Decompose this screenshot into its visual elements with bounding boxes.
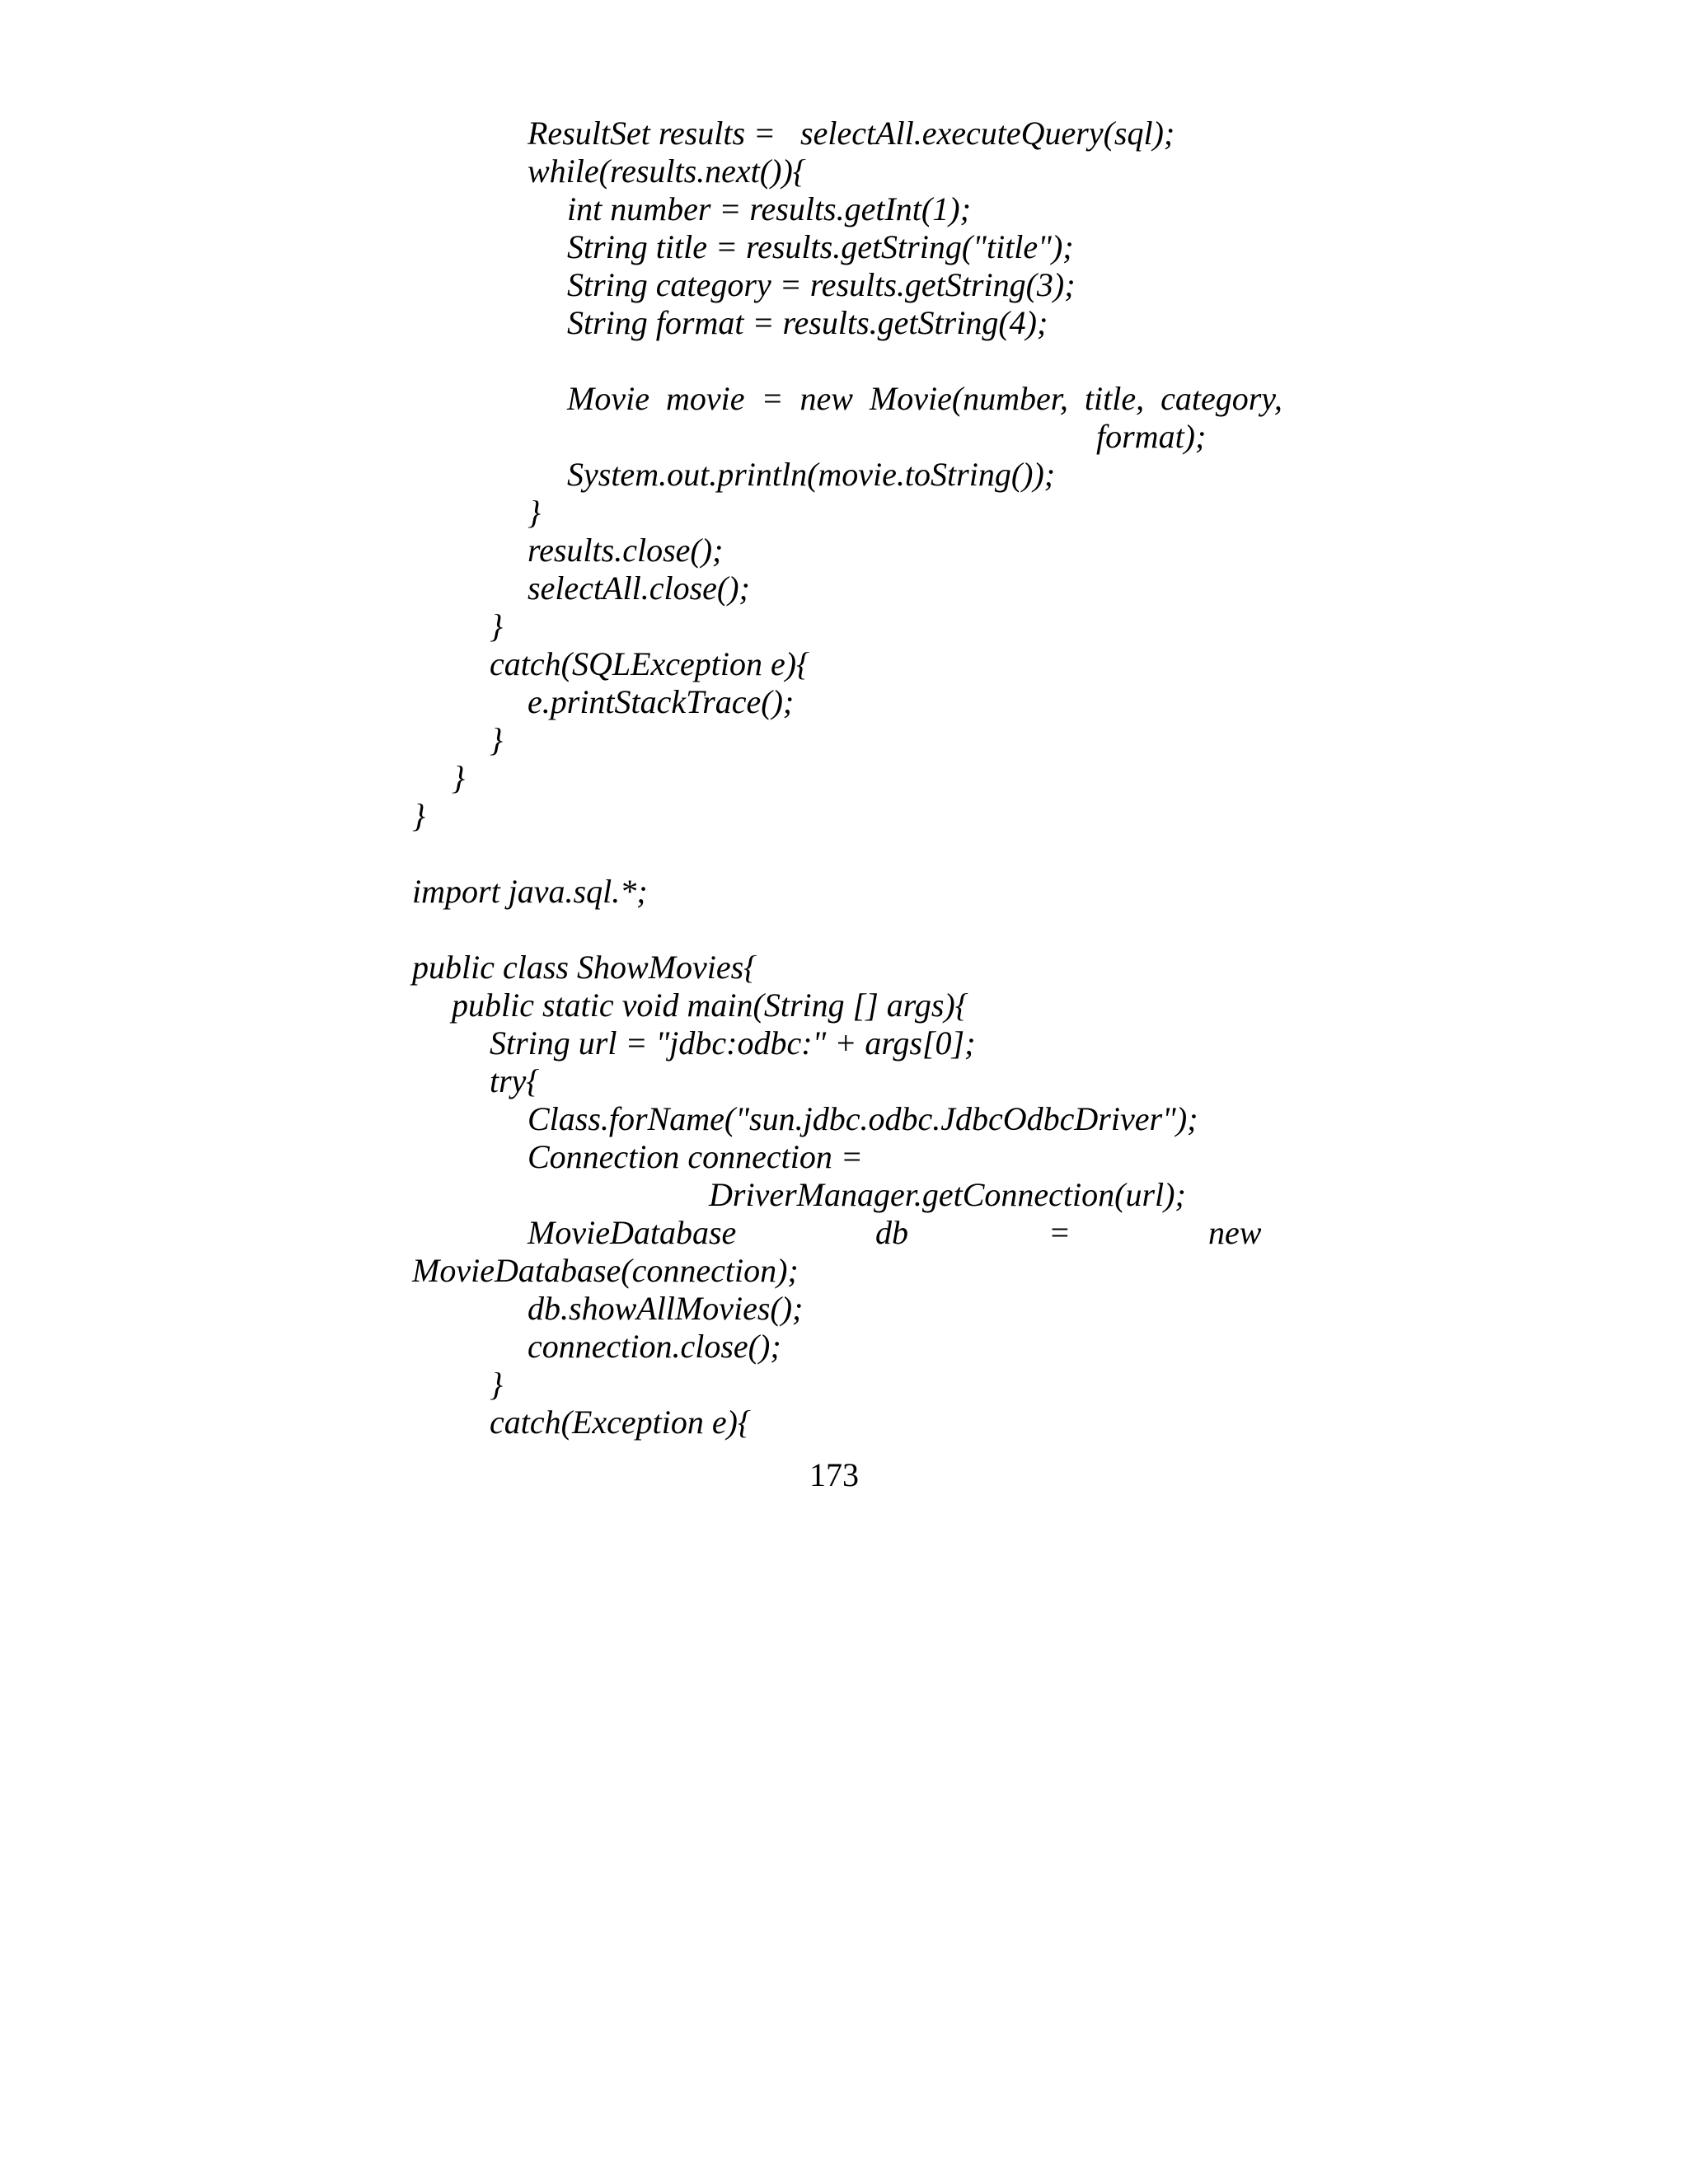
code-line: results.close(); [528, 532, 724, 569]
code-line: String url = "jdbc:odbc:" + args[0]; [490, 1024, 976, 1062]
code-line: MovieDatabase(connection); [412, 1252, 799, 1289]
code-line: catch(SQLException e){ [490, 645, 810, 682]
code-line: String title = results.getString("title"); [567, 228, 1074, 265]
code-line: } [528, 494, 541, 531]
code-line: String format = results.getString(4); [567, 304, 1048, 341]
code-token: new [1208, 1214, 1262, 1251]
code-line: try{ [490, 1062, 540, 1099]
code-line: import java.sql.*; [412, 873, 648, 910]
code-line: } [490, 607, 503, 644]
code-line: ResultSet results = selectAll.executeQuery(sql); [528, 115, 1175, 152]
code-line: public static void main(String [] args){ [452, 987, 968, 1024]
code-line: int number = results.getInt(1); [567, 190, 971, 227]
code-line: connection.close(); [528, 1328, 781, 1365]
code-line: DriverManager.getConnection(url); [709, 1176, 1186, 1213]
code-line: Connection connection = [528, 1138, 863, 1175]
code-line: selectAll.close(); [528, 569, 750, 607]
code-line: Class.forName("sun.jdbc.odbc.JdbcOdbcDriver"); [528, 1100, 1198, 1137]
code-line: String category = results.getString(3); [567, 266, 1076, 303]
code-line: } [490, 721, 503, 758]
code-line: catch(Exception e){ [490, 1404, 751, 1441]
code-token: = [1048, 1214, 1071, 1251]
code-token: MovieDatabase [528, 1214, 737, 1251]
code-line: public class ShowMovies{ [412, 949, 757, 986]
page-number: 173 [809, 1456, 859, 1493]
code-line: System.out.println(movie.toString()); [567, 456, 1056, 493]
code-line: Movie movie = new Movie(number, title, category, [567, 380, 1282, 417]
code-line: } [452, 759, 465, 796]
code-line: } [412, 797, 425, 834]
code-line: format); [1096, 418, 1207, 455]
code-line: e.printStackTrace(); [528, 683, 795, 720]
code-line: } [490, 1366, 503, 1403]
code-line: db.showAllMovies(); [528, 1290, 804, 1327]
code-token: db [875, 1214, 908, 1251]
code-line: while(results.next()){ [528, 152, 806, 190]
